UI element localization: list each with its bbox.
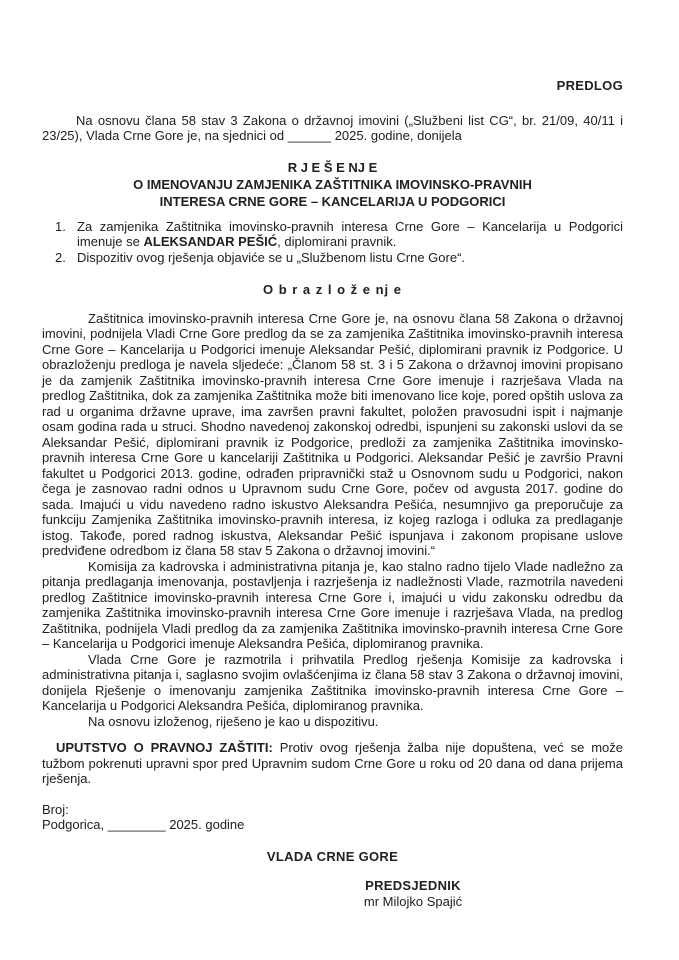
signature-title: PREDSJEDNIK	[365, 878, 461, 893]
decision-subtitle-line-2: INTERESA CRNE GORE – KANCELARIJA U PODGORICI	[159, 193, 506, 209]
list-item-text-post: , diplomirani pravnik.	[277, 234, 397, 249]
intro-paragraph: Na osnovu člana 58 stav 3 Zakona o državnoj imovini („Službeni list CG“, br. 21/09, 40/11 i 23/25), Vlada Crne Gore je, na sjednici od ______ 2025. godine, donijela	[42, 112, 623, 143]
explanation-paragraph: Na osnovu izloženog, riješeno je kao u dispozitivu.	[88, 713, 379, 729]
legal-remedy-notice	[42, 740, 623, 787]
decision-subtitle-line-1: O IMENOVANJU ZAMJENIKA ZAŠTITNIKA IMOVINSKO-PRAVNIH	[133, 176, 532, 192]
decision-title: R J E Š E NJ E	[287, 159, 378, 175]
list-item-text	[77, 219, 623, 250]
signature-name: mr Milojko Spajić	[363, 894, 463, 909]
signature-block	[303, 878, 523, 910]
explanation-paragraph: Zaštitnica imovinsko-pravnih interesa Crne Gore je, na osnovu člana 58 Zakona o državnoj imovini, podnijela Vladi Crne Gore predlog da se za zamjenika Zaštitnika imovinsko-pravnih interesa Crne Gore – Kancelarija u Podgorici imenuje Aleksandar Pešić, diplomirani pravnik iz Podgorice. U obrazloženju predloga je navela sljedeće: „Članom 58 st. 3 i 5 Zakona o državnoj imovini propisano je da zamjenik Zaštitnika imovinsko-pravnih interesa Crne Gore imenuje i razrješava Vlada na predlog Zaštitnika, dok za zamjenika Zaštitnika može biti imenovano lice koje, pored opštih uslova za rad u organima državne uprave, ima završen pravni fakultet, položen pravosudni ispit i najmanje osam godina rada u struci. Shodno navedenoj zakonskoj odredbi, ispunjeni su zakonski uslovi da se Aleksandar Pešić, diplomirani pravnik iz Podgorice, predloži za zamjenika Zaštitnika imovinsko-pravnih interesa Crne Gore u kancelariji Zaštitnika u Podgorici. Aleksandar Pešić je završio Pravni fakultet u Podgorici 2013. godine, odrađen pripravnički staž u Osnovnom sudu u Podgorici, nakon čega je zasnovao radni odnos u Upravnom sudu Crne Gore, počev od avgusta 2017. godine do sada. Imajući u vidu navedeno radno iskustvo Aleksandra Pešića, nesumnjivo ga preporučuje za funkciju Zamjenika Zaštitnika imovinsko-pravnih interesa, iz kojeg razloga i odluka za predlaganje istog. Takođe, pored radnog iskustva, Aleksandar Pešić ispunjava i zakonom propisane uslove predviđene odredbom iz člana 58 stav 5 Zakona o državnoj imovini.“	[42, 310, 623, 558]
reference-number-label: Broj:	[42, 801, 69, 817]
list-item	[55, 250, 623, 266]
place-date-line: Podgorica, ________ 2025. godine	[42, 817, 245, 832]
explanation-body	[42, 311, 623, 730]
decision-title-block	[42, 159, 623, 210]
dispositive-list	[42, 219, 623, 266]
explanation-paragraph: Komisija za kadrovska i administrativna pitanja je, kao stalno radno tijelo Vlade nadležno za pitanja predlaganja imenovanja, postavljenja i razrješenja iz nadležnosti Vlade, razmotrila navedeni predlog Zaštitnice imovinsko-pravnih interesa Crne Gore i, imajući u vidu zakonsku odredbu da zamjenika Zaštitnika imovinsko-pravnih interesa Crne Gore imenuje i razrješava Vlada, na predlog Zaštitnika, podnijela Vladi predlog da za zamjenika Zaštitnika imovinsko-pravnih interesa Crne Gore – Kancelarija u Podgorici imenuje Aleksandra Pešića, diplomiranog pravnika.	[42, 558, 623, 651]
explanation-heading: O b r a z l o ž e nj e	[262, 282, 403, 297]
list-item-text-pre: Dispozitiv ovog rješenja objaviće se u „Službenom listu Crne Gore“.	[77, 249, 466, 265]
list-item-number: 2.	[55, 249, 66, 265]
list-item	[55, 219, 623, 250]
reference-block	[42, 802, 623, 833]
legal-remedy-text: Protiv ovog rješenja žalba nije dopuštena, već se može tužbom pokrenuti upravni spor pred Upravnim sudom Crne Gore u roku od 20 dana od dana prijema rješenja.	[42, 740, 623, 786]
issuer-name: VLADA CRNE GORE	[266, 848, 399, 864]
list-item-number: 1.	[55, 218, 66, 234]
predlog-tag: PREDLOG	[556, 78, 623, 93]
explanation-paragraph: Vlada Crne Gore je razmotrila i prihvatila Predlog rješenja Komisije za kadrovska i administrativna pitanja i, saglasno svojim ovlašćenjima iz člana 58 stav 3 Zakona o državnoj imovini, donijela Rješenje o imenovanju zamjenika Zaštitnika imovinsko-pravnih interesa Crne Gore – Kancelarija u Podgorici Aleksandra Pešića, diplomiranog pravnika.	[42, 651, 623, 713]
list-item-text-pre: Za zamjenika Zaštitnika imovinsko-pravnih interesa Crne Gore – Kancelarija u Podgorici imenuje se	[77, 218, 623, 249]
appointee-name: ALEKSANDAR PEŠIĆ	[143, 234, 278, 249]
legal-remedy-label: UPUTSTVO O PRAVNOJ ZAŠTITI:	[56, 740, 273, 755]
list-item-text	[77, 250, 623, 266]
